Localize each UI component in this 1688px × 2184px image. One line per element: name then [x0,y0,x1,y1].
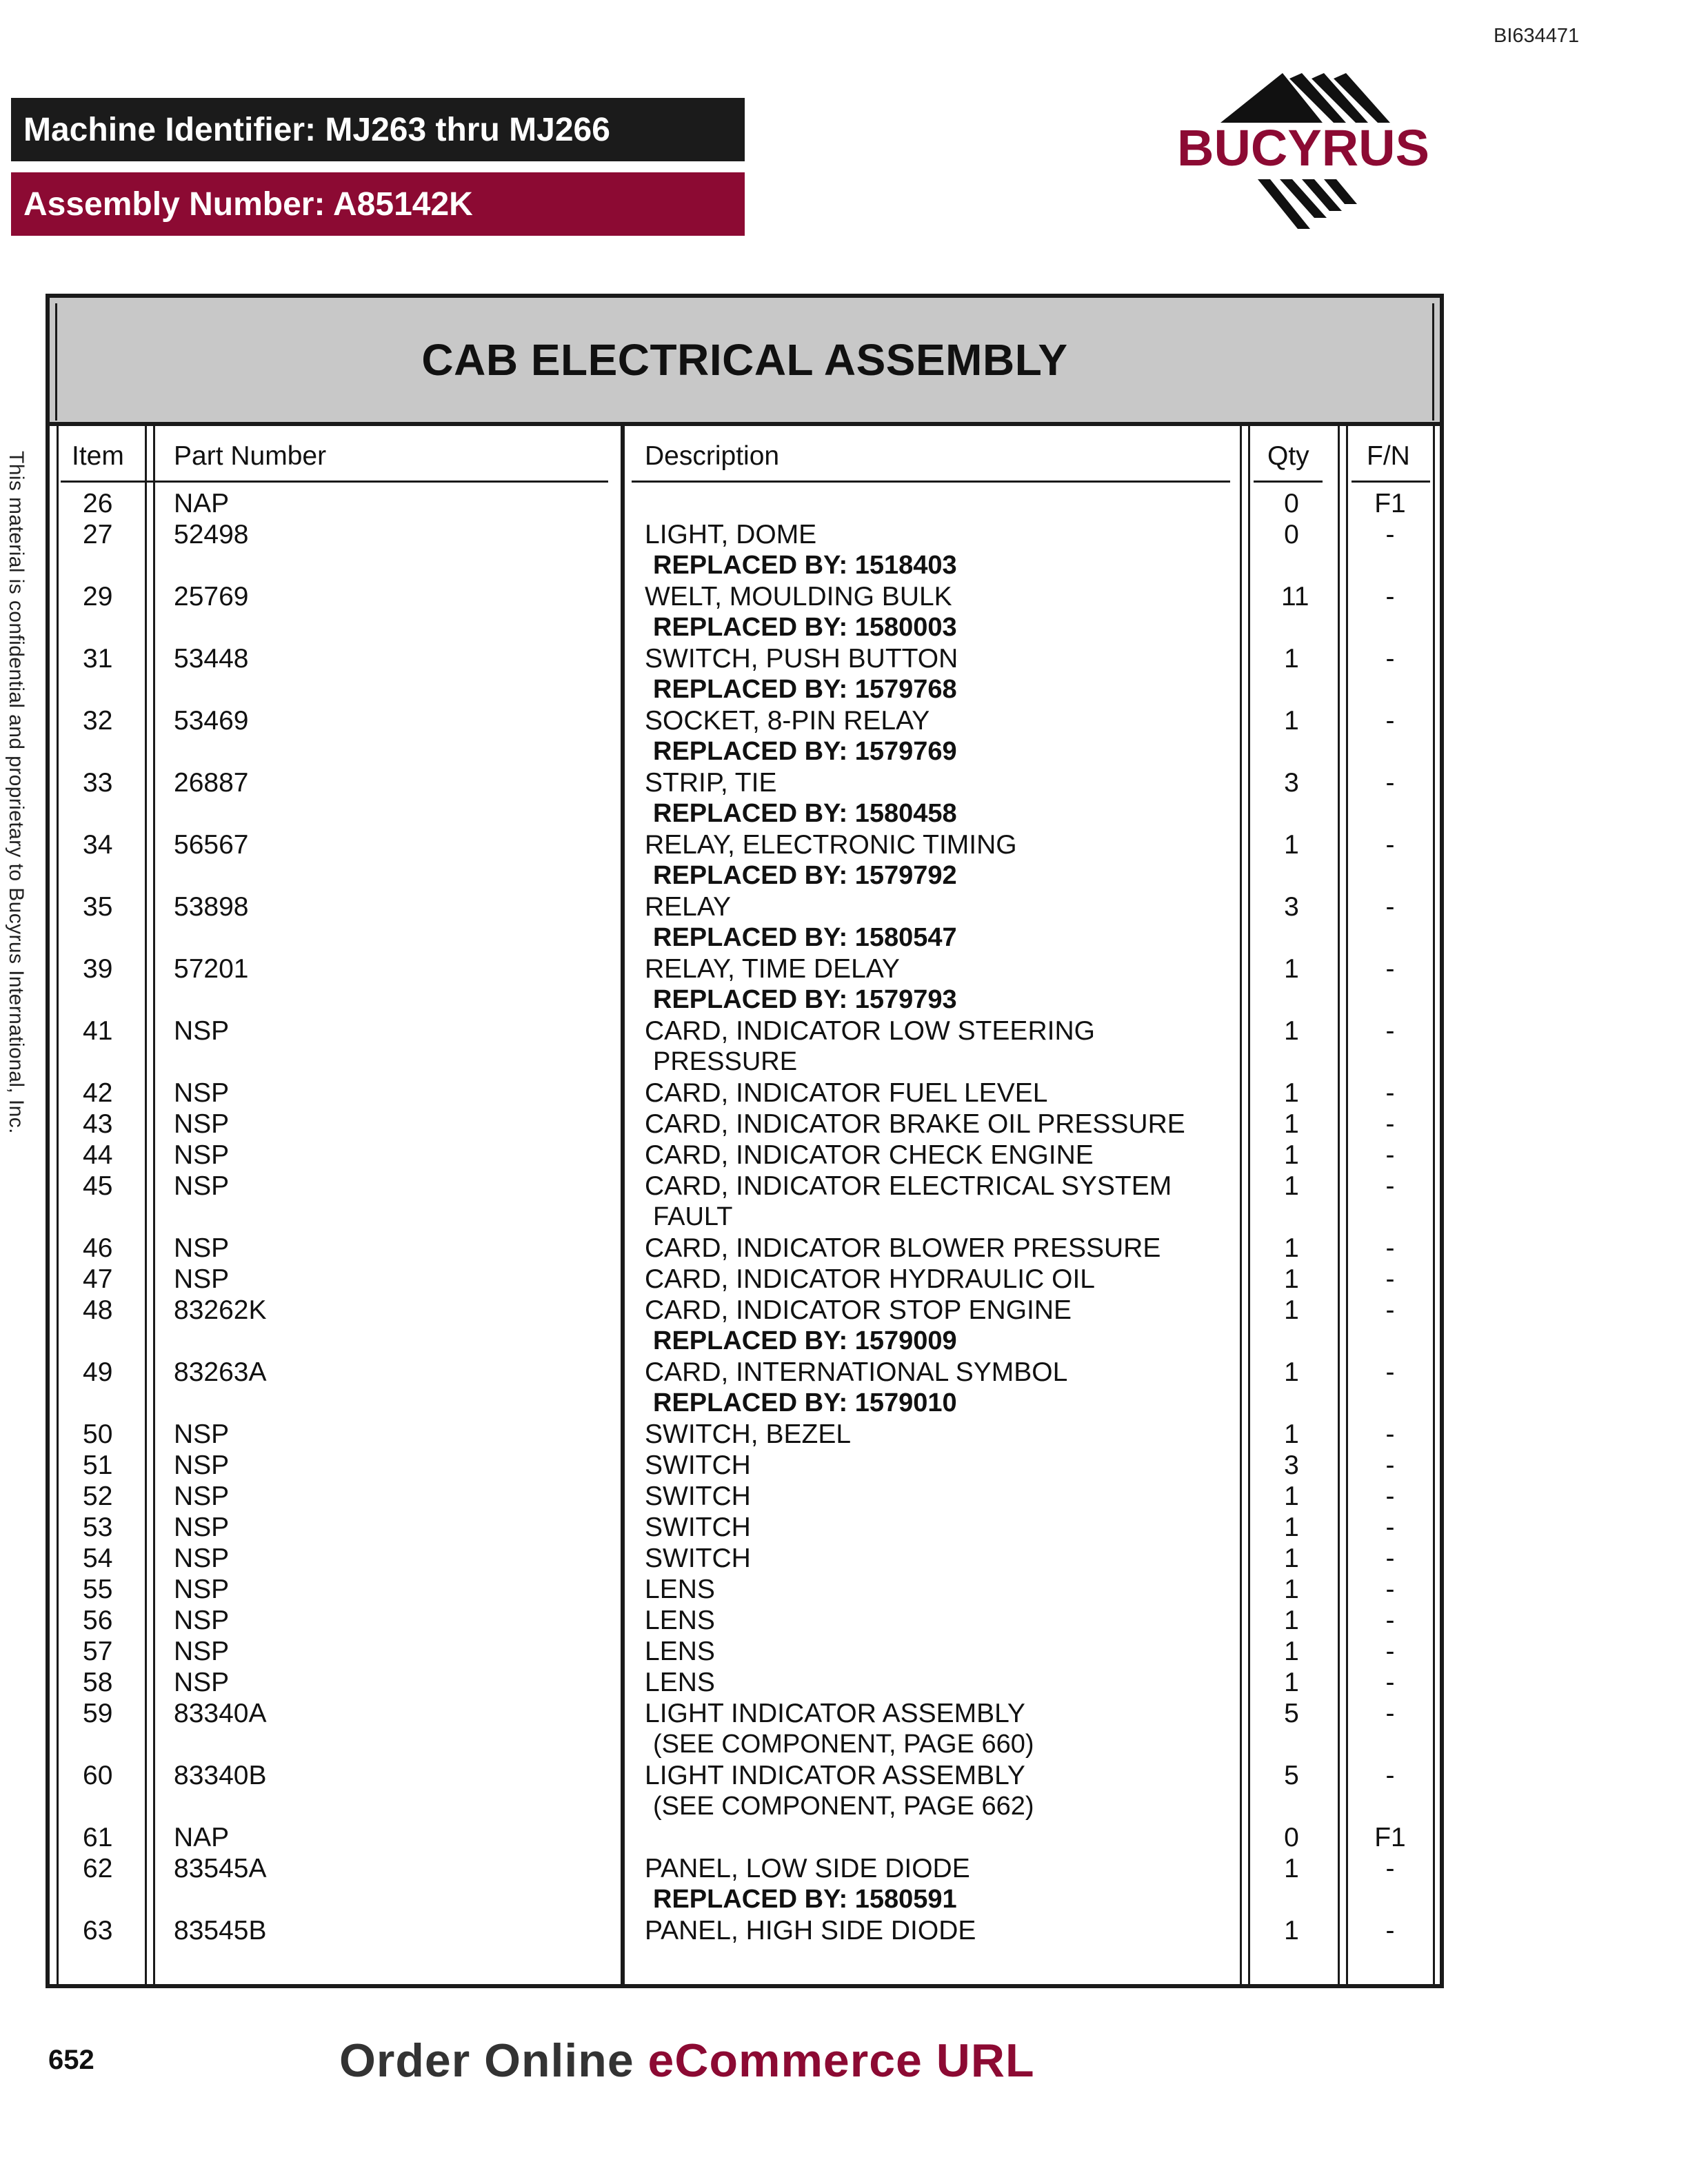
assembly-number-text: Assembly Number: A85142K [23,185,473,223]
table-row [0,1822,1688,1853]
item-number: 35 [83,892,113,922]
description: LIGHT INDICATOR ASSEMBLY [645,1761,1025,1790]
part-number: 83545A [174,1854,267,1883]
description: CARD, INDICATOR ELECTRICAL SYSTEM [645,1171,1172,1201]
table-row [0,891,1688,922]
header-underline [632,481,1230,483]
description: SWITCH [645,1450,751,1480]
replaced-by-note: REPLACED BY: 1580547 [653,923,957,952]
table-row [0,1574,1688,1605]
replaced-by-note: REPLACED BY: 1580003 [653,613,957,642]
table-row [0,1481,1688,1512]
item-number: 29 [83,582,113,611]
item-number: 59 [83,1699,113,1728]
part-number: 83263A [174,1357,267,1387]
table-row [0,1543,1688,1574]
description: SWITCH [645,1544,751,1573]
description: LENS [645,1637,715,1666]
title-band [50,298,1440,426]
quantity: 1 [1284,1109,1299,1139]
assembly-title: CAB ELECTRICAL ASSEMBLY [421,335,1068,385]
column-header-part-number: Part Number [174,441,327,471]
replaced-by-note: REPLACED BY: 1580591 [653,1885,957,1914]
table-row [0,519,1688,550]
document-id: BI634471 [1494,25,1580,47]
table-row [0,1419,1688,1450]
part-number: 83545B [174,1916,267,1945]
replaced-by-note: REPLACED BY: 1579010 [653,1388,957,1417]
part-number: NSP [174,1637,230,1666]
description: SWITCH, BEZEL [645,1419,852,1449]
bucyrus-logo [1165,69,1441,241]
table-row [0,488,1688,519]
item-number: 31 [83,644,113,674]
replaced-by-note: REPLACED BY: 1579768 [653,675,957,704]
item-number: 33 [83,768,113,798]
item-number: 53 [83,1513,113,1542]
description: CARD, INTERNATIONAL SYMBOL [645,1357,1068,1387]
table-row [0,1667,1688,1698]
parts-rows [0,488,1688,1946]
quantity: 5 [1284,1699,1299,1728]
replaced-by-note: REPLACED BY: 1579009 [653,1326,957,1355]
item-number: 32 [83,706,113,736]
confidentiality-note: This material is confidential and proprietary to Bucyrus International, Inc. [5,451,28,1134]
description: CARD, INDICATOR BLOWER PRESSURE [645,1233,1161,1263]
quantity: 5 [1284,1761,1299,1790]
quantity: 1 [1284,1078,1299,1108]
quantity: 1 [1284,644,1299,674]
part-number: NAP [174,1823,230,1852]
part-number: 83340B [174,1761,267,1790]
part-number: NSP [174,1171,230,1201]
table-row [0,1078,1688,1109]
table-row [0,1015,1688,1046]
quantity: 1 [1284,1482,1299,1511]
footnote: - [1385,706,1395,736]
footnote: - [1385,520,1395,549]
table-row [0,1636,1688,1667]
description: CARD, INDICATOR FUEL LEVEL [645,1078,1048,1108]
item-number: 55 [83,1575,113,1604]
quantity: 1 [1284,1171,1299,1201]
description-continuation: (SEE COMPONENT, PAGE 660) [653,1730,1034,1759]
footnote: - [1385,1264,1395,1294]
quantity: 1 [1284,1233,1299,1263]
footnote: - [1385,1419,1395,1449]
table-row [0,1915,1688,1946]
footnote: - [1385,1016,1395,1046]
ecommerce-url-text: eCommerce URL [647,2034,1035,2087]
item-number: 48 [83,1295,113,1325]
item-number: 26 [83,489,113,518]
quantity: 1 [1284,1544,1299,1573]
part-number: 26887 [174,768,249,798]
page-number: 652 [48,2045,94,2075]
part-number: NSP [174,1419,230,1449]
item-number: 54 [83,1544,113,1573]
footnote: - [1385,1606,1395,1635]
footnote: - [1385,1668,1395,1697]
part-number: NSP [174,1264,230,1294]
quantity: 3 [1284,1450,1299,1480]
item-number: 49 [83,1357,113,1387]
footnote: - [1385,1450,1395,1480]
item-number: 51 [83,1450,113,1480]
footnote: - [1385,1482,1395,1511]
table-row [0,1295,1688,1326]
item-number: 52 [83,1482,113,1511]
assembly-number-bar [11,172,745,236]
table-row [0,1605,1688,1636]
quantity: 1 [1284,1140,1299,1170]
footnote: - [1385,1854,1395,1883]
table-row [0,767,1688,798]
description: WELT, MOULDING BULK [645,582,952,611]
part-number: NSP [174,1668,230,1697]
item-number: 47 [83,1264,113,1294]
part-number: 83340A [174,1699,267,1728]
part-number: NSP [174,1140,230,1170]
part-number: NSP [174,1233,230,1263]
part-number: NSP [174,1575,230,1604]
part-number: 52498 [174,520,249,549]
footnote: - [1385,768,1395,798]
quantity: 11 [1281,582,1309,611]
quantity: 1 [1284,1854,1299,1883]
part-number: 53469 [174,706,249,736]
description: STRIP, TIE [645,768,777,798]
item-number: 41 [83,1016,113,1046]
description: RELAY [645,892,731,922]
replaced-by-note: REPLACED BY: 1579769 [653,737,957,766]
footnote: - [1385,1637,1395,1666]
part-number: 83262K [174,1295,267,1325]
item-number: 50 [83,1419,113,1449]
quantity: 1 [1284,1295,1299,1325]
order-online-link[interactable] [339,2034,1035,2087]
footnote: - [1385,1761,1395,1790]
table-row [0,581,1688,612]
description: LIGHT, DOME [645,520,817,549]
replaced-by-note: REPLACED BY: 1580458 [653,799,957,828]
table-row [0,1109,1688,1140]
table-row [0,705,1688,736]
description: LIGHT INDICATOR ASSEMBLY [645,1699,1025,1728]
part-number: NSP [174,1450,230,1480]
description: SWITCH [645,1513,751,1542]
quantity: 0 [1284,520,1299,549]
footnote: - [1385,1575,1395,1604]
table-row [0,1171,1688,1202]
table-row [0,1140,1688,1171]
description: SWITCH, PUSH BUTTON [645,644,958,674]
quantity: 1 [1284,1016,1299,1046]
part-number: NSP [174,1544,230,1573]
table-row [0,1233,1688,1264]
description-continuation: (SEE COMPONENT, PAGE 662) [653,1792,1034,1821]
footnote: - [1385,1295,1395,1325]
part-number: NAP [174,489,230,518]
item-number: 60 [83,1761,113,1790]
item-number: 43 [83,1109,113,1139]
item-number: 45 [83,1171,113,1201]
footnote: - [1385,1916,1395,1945]
header-underline [61,481,608,483]
table-row [0,829,1688,860]
column-header-description: Description [645,441,780,471]
quantity: 1 [1284,1419,1299,1449]
description: CARD, INDICATOR BRAKE OIL PRESSURE [645,1109,1185,1139]
table-row [0,1264,1688,1295]
part-number: NSP [174,1513,230,1542]
quantity: 1 [1284,1513,1299,1542]
replaced-by-note: REPLACED BY: 1518403 [653,551,957,580]
footnote: - [1385,582,1395,611]
logo-wordmark: BUCYRUS [1177,119,1429,176]
column-header-item: Item [72,441,124,471]
part-number: 53898 [174,892,249,922]
table-row [0,1357,1688,1388]
footnote: - [1385,1078,1395,1108]
table-row [0,1450,1688,1481]
description: RELAY, ELECTRONIC TIMING [645,830,1017,860]
description: LENS [645,1606,715,1635]
table-row [0,953,1688,984]
footnote: - [1385,1699,1395,1728]
quantity: 1 [1284,954,1299,984]
header-underline [1254,481,1323,483]
item-number: 34 [83,830,113,860]
quantity: 1 [1284,1637,1299,1666]
part-number: NSP [174,1482,230,1511]
footnote: - [1385,1109,1395,1139]
item-number: 57 [83,1637,113,1666]
replaced-by-note: REPLACED BY: 1579793 [653,985,957,1014]
description: CARD, INDICATOR LOW STEERING [645,1016,1095,1046]
machine-identifier-text: Machine Identifier: MJ263 thru MJ266 [23,111,610,148]
replaced-by-note: REPLACED BY: 1579792 [653,861,957,890]
item-number: 42 [83,1078,113,1108]
description: CARD, INDICATOR HYDRAULIC OIL [645,1264,1095,1294]
table-row [0,1760,1688,1791]
quantity: 3 [1284,892,1299,922]
item-number: 63 [83,1916,113,1945]
part-number: NSP [174,1078,230,1108]
description: LENS [645,1668,715,1697]
part-number: 25769 [174,582,249,611]
description: PANEL, HIGH SIDE DIODE [645,1916,976,1945]
item-number: 56 [83,1606,113,1635]
quantity: 1 [1284,706,1299,736]
item-number: 39 [83,954,113,984]
footnote: - [1385,1544,1395,1573]
description: CARD, INDICATOR CHECK ENGINE [645,1140,1094,1170]
description: LENS [645,1575,715,1604]
machine-identifier-bar [11,98,745,161]
footnote: F1 [1374,489,1406,518]
description-continuation: FAULT [653,1202,733,1231]
item-number: 61 [83,1823,113,1852]
quantity: 3 [1284,768,1299,798]
description-continuation: PRESSURE [653,1047,798,1076]
table-row [0,1512,1688,1543]
description: PANEL, LOW SIDE DIODE [645,1854,970,1883]
description: SOCKET, 8-PIN RELAY [645,706,930,736]
footnote: - [1385,892,1395,922]
part-number: NSP [174,1016,230,1046]
part-number: 53448 [174,644,249,674]
part-number: NSP [174,1109,230,1139]
item-number: 44 [83,1140,113,1170]
footnote: - [1385,1171,1395,1201]
footnote: - [1385,1513,1395,1542]
footnote: - [1385,830,1395,860]
quantity: 0 [1284,1823,1299,1852]
quantity: 0 [1284,489,1299,518]
part-number: NSP [174,1606,230,1635]
description: RELAY, TIME DELAY [645,954,900,984]
order-online-text: Order Online [339,2034,634,2087]
table-row [0,643,1688,674]
table-row [0,1853,1688,1884]
description: SWITCH [645,1482,751,1511]
footnote: - [1385,954,1395,984]
quantity: 1 [1284,1606,1299,1635]
quantity: 1 [1284,1357,1299,1387]
column-header-qty: Qty [1267,441,1309,471]
footnote: - [1385,1233,1395,1263]
item-number: 62 [83,1854,113,1883]
header-underline [1352,481,1430,483]
part-number: 57201 [174,954,249,984]
quantity: 1 [1284,1668,1299,1697]
item-number: 27 [83,520,113,549]
footnote: F1 [1374,1823,1406,1852]
quantity: 1 [1284,1264,1299,1294]
part-number: 56567 [174,830,249,860]
item-number: 58 [83,1668,113,1697]
quantity: 1 [1284,830,1299,860]
quantity: 1 [1284,1916,1299,1945]
column-header-fn: F/N [1367,441,1410,471]
table-row [0,1698,1688,1729]
footnote: - [1385,644,1395,674]
quantity: 1 [1284,1575,1299,1604]
description: CARD, INDICATOR STOP ENGINE [645,1295,1072,1325]
footnote: - [1385,1140,1395,1170]
item-number: 46 [83,1233,113,1263]
footnote: - [1385,1357,1395,1387]
